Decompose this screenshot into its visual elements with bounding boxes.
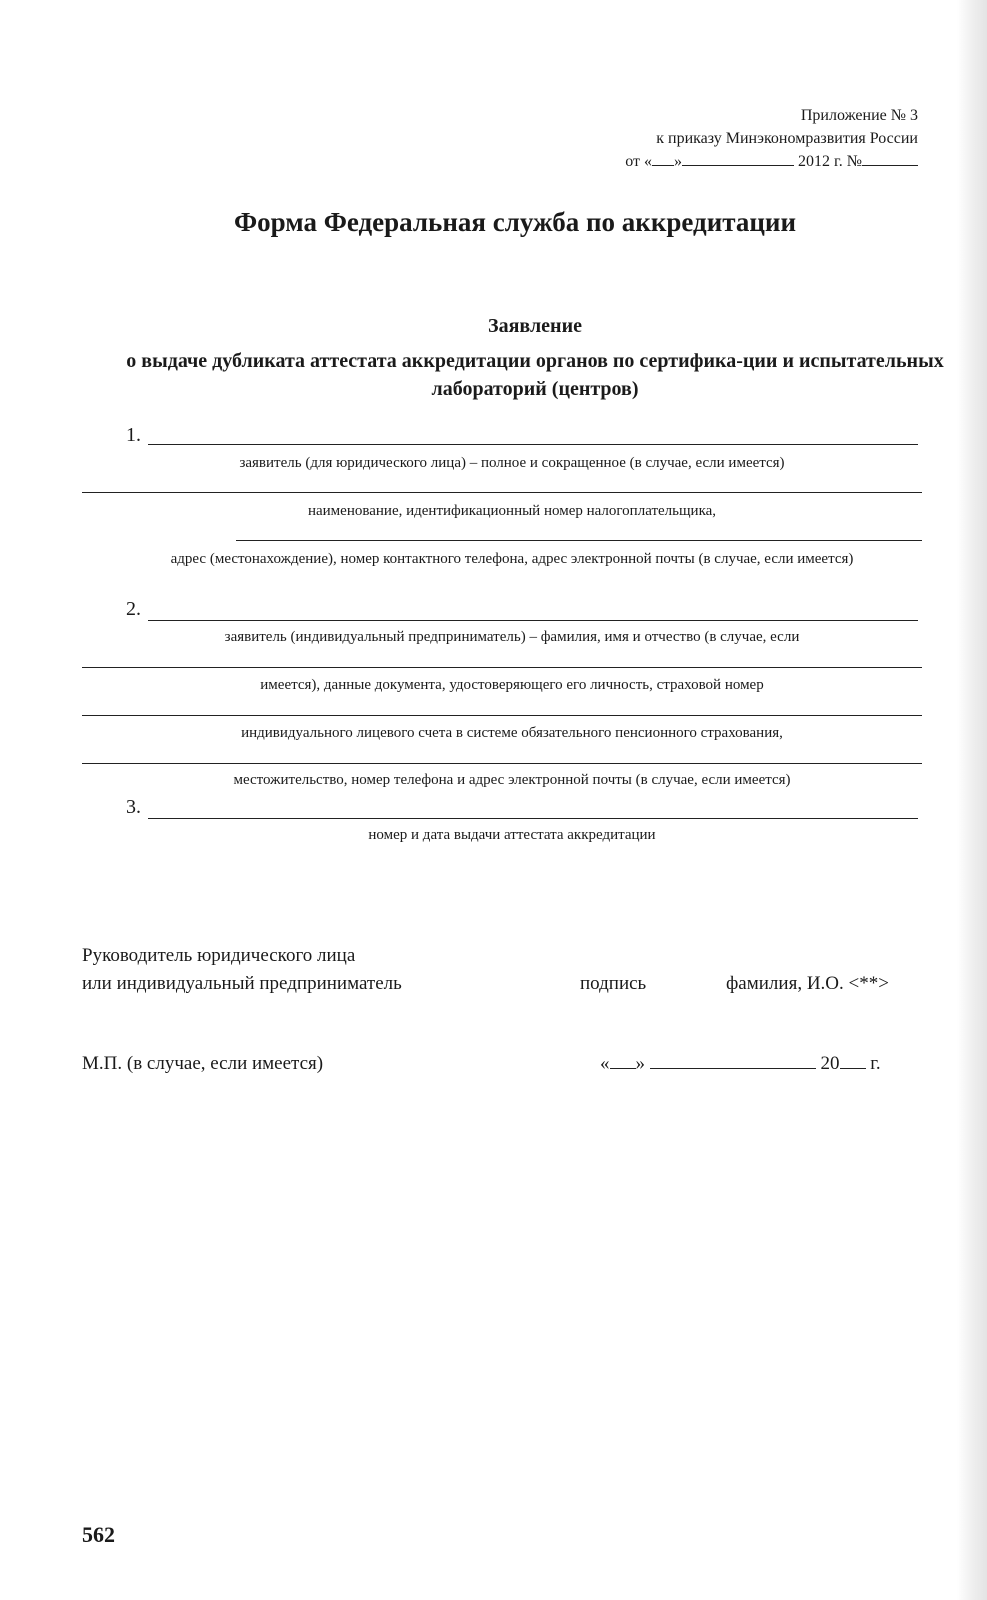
section3-entry-line (148, 818, 918, 819)
section2-line-3 (82, 715, 922, 716)
signature-month-blank (650, 1052, 816, 1069)
annex-day-blank (652, 151, 674, 166)
form-heading: Форма Федеральная служба по аккредитации (233, 207, 797, 237)
section3-number: 3. (126, 796, 141, 818)
section3-caption: номер и дата выдачи аттестата аккредитации (368, 827, 656, 843)
section1-caption-3: адрес (местонахождение), номер контактного телефона, адрес электронной почты (в случае, если имеется) (170, 551, 854, 567)
section2-entry-line (148, 620, 918, 621)
annex-block (625, 104, 918, 173)
page-number: 562 (82, 1522, 115, 1547)
annex-date-mid: » (673, 153, 682, 170)
annex-month-blank (682, 151, 794, 166)
signature-label: подпись (580, 973, 647, 994)
signature-date-open: « (600, 1053, 610, 1074)
application-subject: о выдаче дубликата аттестата аккредитации органов по сертифика-ции и испытательных лабораторий (центров) (126, 350, 944, 400)
section2-caption-3: индивидуального лицевого счета в системе обязательного пенсионного страхования, (241, 725, 783, 741)
section1-line-3 (236, 540, 922, 541)
section2-caption-2: имеется), данные документа, удостоверяющего его личность, страховой номер (260, 677, 764, 693)
section2-line-4 (82, 763, 922, 764)
section1-number: 1. (126, 424, 141, 446)
stamp-label: М.П. (в случае, если имеется) (82, 1053, 324, 1074)
section2-number: 2. (126, 598, 141, 620)
signature-year-suffix: г. (870, 1053, 881, 1074)
signature-date-close: » (635, 1053, 645, 1074)
section1-entry-line (148, 444, 918, 445)
annex-date-line (625, 150, 918, 173)
signer-role-line1: Руководитель юридического лица (82, 945, 356, 966)
signature-date (600, 1050, 881, 1078)
section2-line-2 (82, 667, 922, 668)
signer-role-line2: или индивидуальный предприниматель (82, 973, 402, 994)
section2-caption-1: заявитель (индивидуальный предприниматель) – фамилия, имя и отчество (в случае, если (224, 629, 800, 645)
annex-title: Приложение № 3 (800, 107, 918, 124)
section2-caption-4: местожительство, номер телефона и адрес электронной почты (в случае, если имеется) (233, 772, 791, 788)
annex-order: к приказу Минэкономразвития России (656, 130, 918, 147)
section1-line-2 (82, 492, 922, 493)
section1-caption-2: наименование, идентификационный номер налогоплательщика, (307, 503, 717, 519)
signature-year-blank (840, 1052, 866, 1069)
annex-date-prefix: от « (625, 153, 652, 170)
annex-number-blank (862, 151, 918, 166)
application-title: Заявление (488, 315, 582, 337)
signer-name-label: фамилия, И.О. <**> (726, 973, 889, 994)
annex-year: 2012 г. № (797, 153, 862, 170)
signature-year-prefix: 20 (820, 1053, 840, 1074)
signature-day-blank (610, 1052, 636, 1069)
scan-page-edge (957, 0, 987, 1600)
section1-caption-1: заявитель (для юридического лица) – полное и сокращенное (в случае, если имеется) (239, 455, 785, 471)
